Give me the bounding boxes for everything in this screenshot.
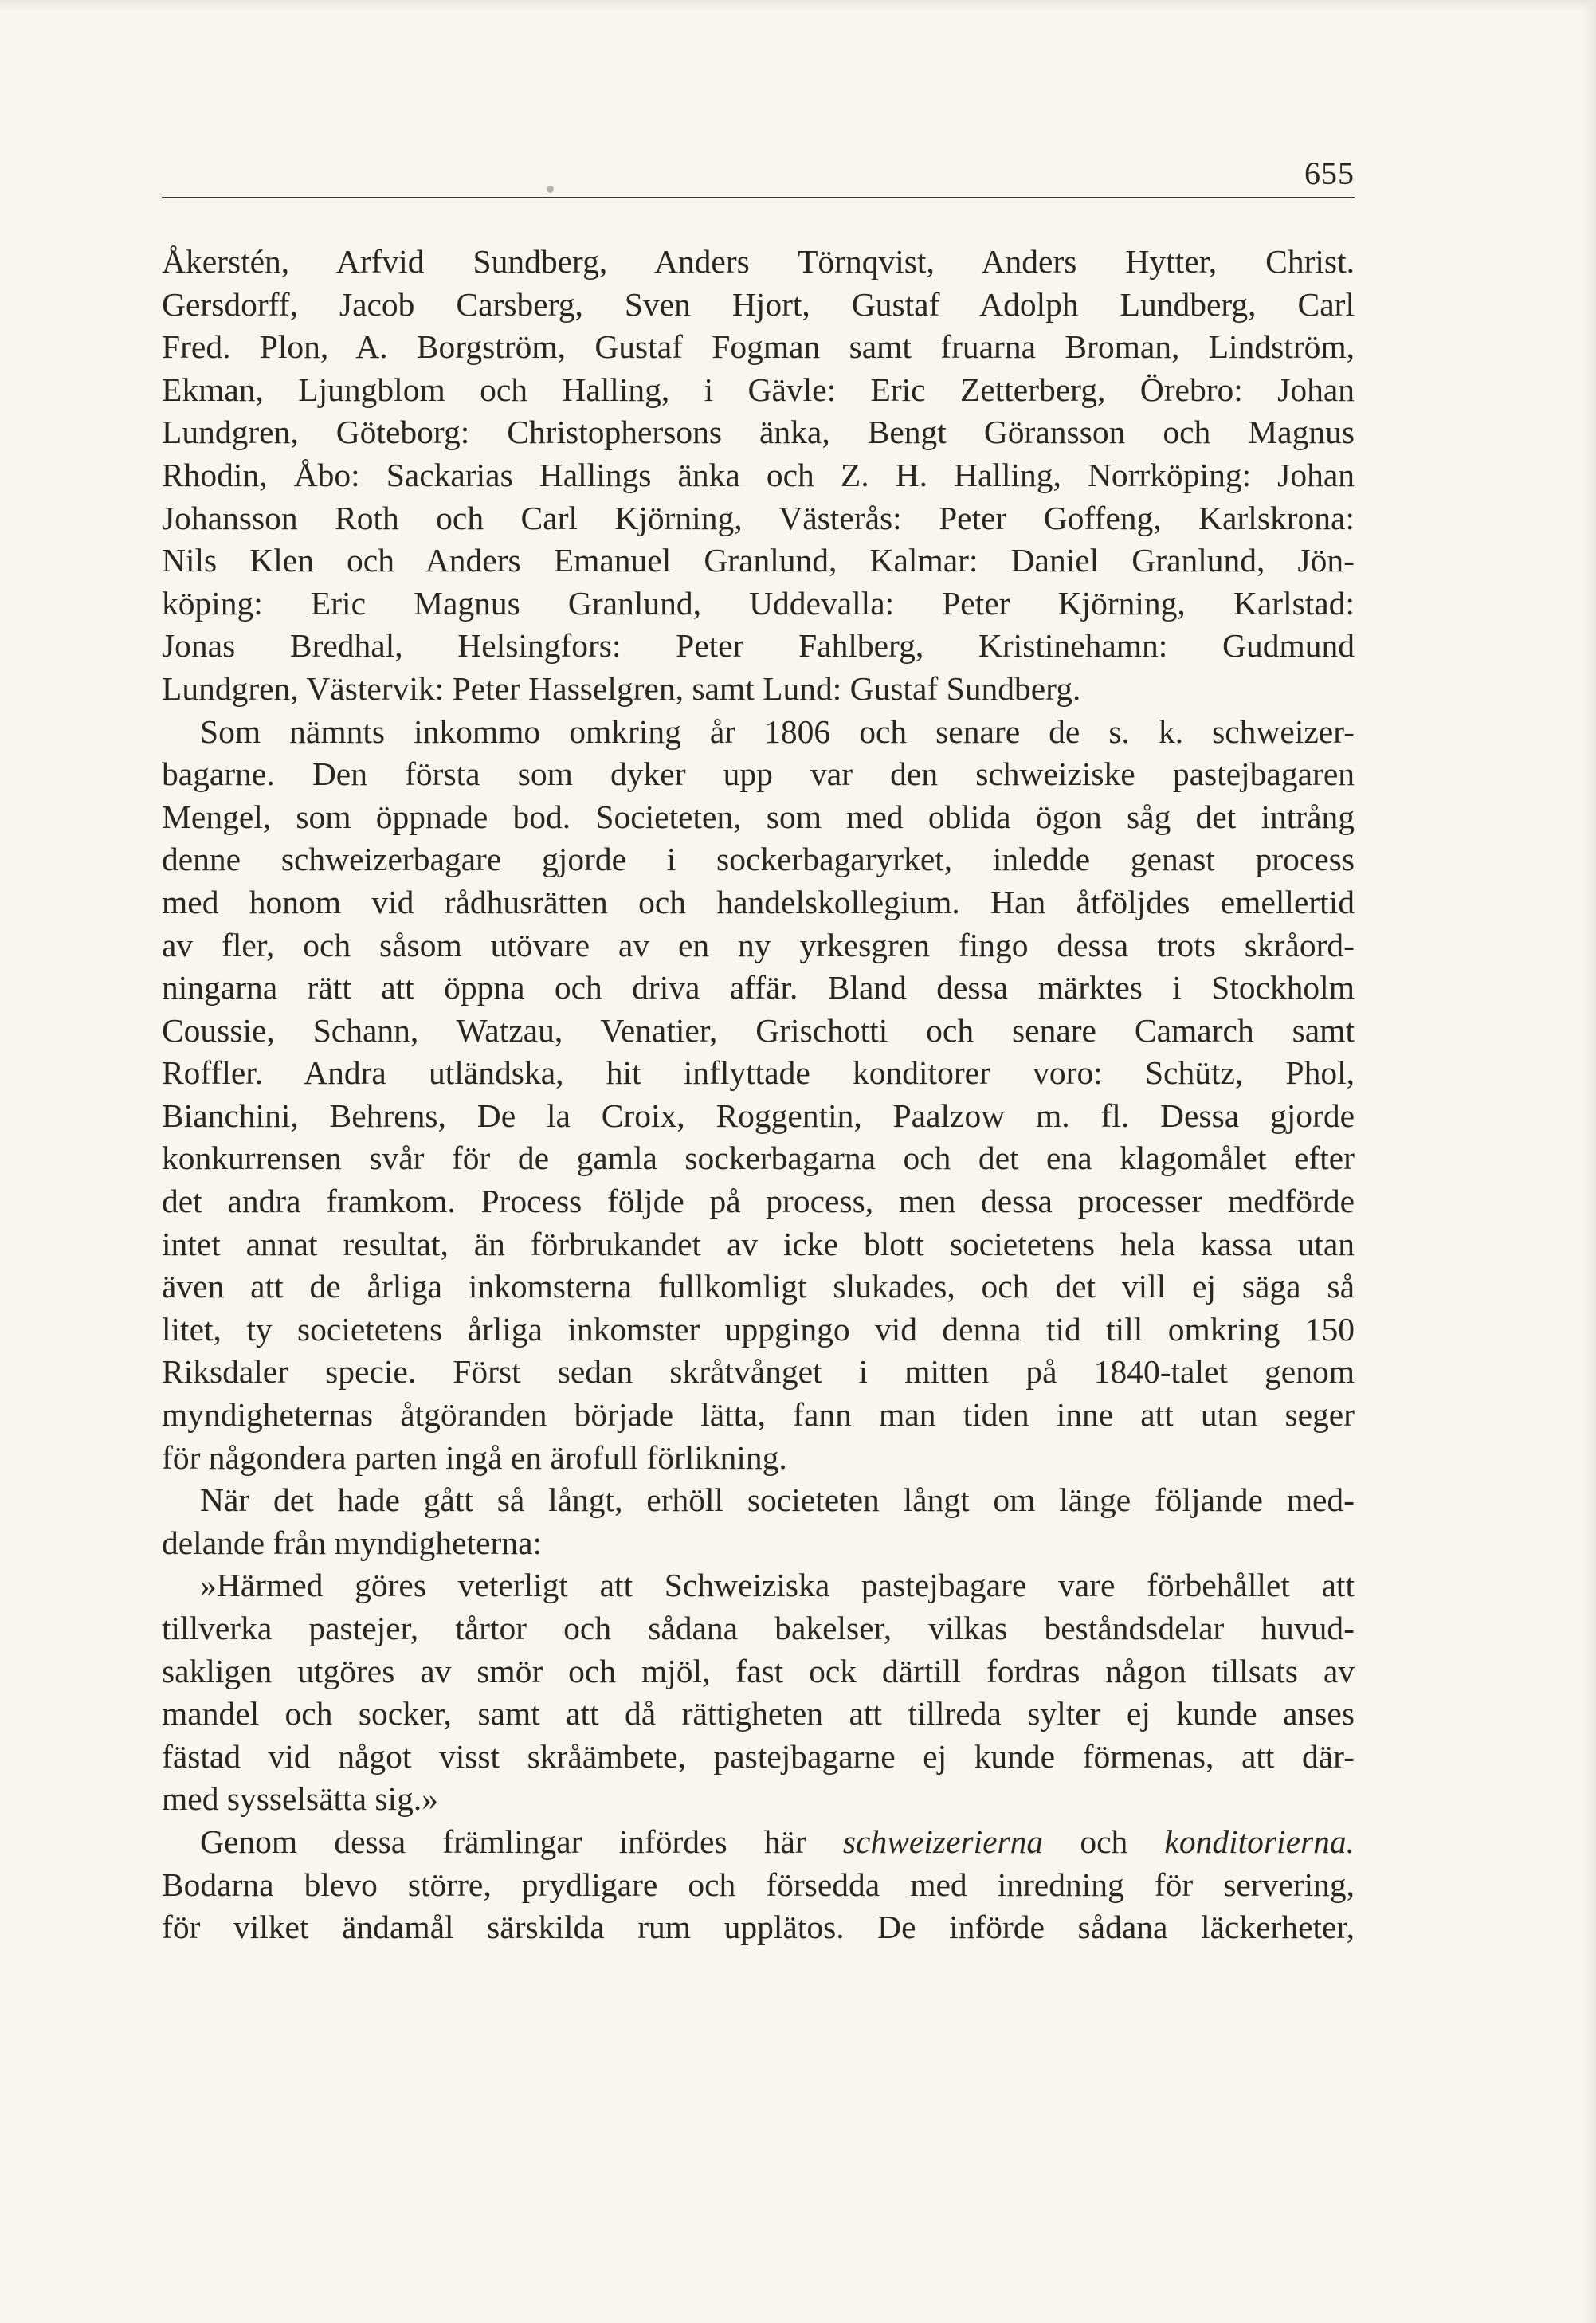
text-line: Riksdaler specie. Först sedan skråtvånget i mitten på 1840-talet genom bbox=[162, 1353, 1355, 1391]
text-line: Lundgren, Västervik: Peter Hasselgren, samt Lund: Gustaf Sundberg. bbox=[162, 669, 1081, 707]
text-line: mandel och socker, samt att då rättigheten att tillreda sylter ej kunde anses bbox=[162, 1695, 1355, 1732]
text-line: även att de årliga inkomsterna fullkomligt slukades, och det vill ej säga så bbox=[162, 1268, 1355, 1305]
text-line: Jonas Bredhal, Helsingfors: Peter Fahlberg, Kristinehamn: Gudmund bbox=[162, 627, 1355, 665]
page-number: 655 bbox=[1304, 155, 1355, 191]
text-segment: och bbox=[1043, 1823, 1165, 1860]
text-line: Johansson Roth och Carl Kjörning, Västerås: Peter Goffeng, Karlskrona: bbox=[162, 499, 1355, 536]
emphasis-schweizerierna: schweizerierna bbox=[842, 1823, 1044, 1860]
text-segment: Genom dessa främlingar infördes här bbox=[200, 1823, 843, 1860]
text-line: Coussie, Schann, Watzau, Venatier, Grischotti och senare Camarch samt bbox=[162, 1011, 1355, 1049]
text-line: Mengel, som öppnade bod. Societeten, som med oblida ögon såg det intrång bbox=[162, 798, 1355, 835]
text-line: Rhodin, Åbo: Sackarias Hallings änka och Z. H. Halling, Norrköping: Johan bbox=[162, 456, 1355, 493]
page-edge-top bbox=[0, 0, 1596, 11]
text-lines bbox=[162, 241, 1355, 1821]
ink-dot bbox=[547, 186, 554, 193]
text-line: Fred. Plon, A. Borgström, Gustaf Fogman samt fruarna Broman, Lindström, bbox=[162, 328, 1355, 366]
text-line: av fler, och såsom utövare av en ny yrkesgren fingo dessa trots skråord- bbox=[162, 926, 1355, 963]
text-line bbox=[162, 1821, 1355, 1864]
text-line: köping: Eric Magnus Granlund, Uddevalla: Peter Kjörning, Karlstad: bbox=[162, 584, 1355, 622]
text-line: Bodarna blevo större, prydligare och försedda med inredning för servering, bbox=[162, 1866, 1355, 1903]
text-line: för vilket ändamål särskilda rum upplätos. De införde sådana läckerheter, bbox=[162, 1909, 1355, 1946]
text-line: Bianchini, Behrens, De la Croix, Roggentin, Paalzow m. fl. Dessa gjorde bbox=[162, 1097, 1355, 1134]
text-line: myndigheternas åtgöranden började lätta, fann man tiden inne att utan seger bbox=[162, 1396, 1355, 1434]
text-line: med honom vid rådhusrätten och handelskollegium. Han åtföljdes emellertid bbox=[162, 883, 1355, 920]
text-line: denne schweizerbagare gjorde i sockerbagaryrket, inledde genast process bbox=[162, 841, 1355, 878]
text-line: litet, ty societetens årliga inkomster uppgingo vid denna tid till omkring 150 bbox=[162, 1310, 1355, 1348]
text-line: fästad vid något visst skråämbete, pastejbagarne ej kunde förmenas, att där- bbox=[162, 1737, 1355, 1775]
text-line: ningarna rätt att öppna och driva affär. Bland dessa märktes i Stockholm bbox=[162, 969, 1355, 1007]
page-header bbox=[162, 155, 1355, 203]
text-line: tillverka pastejer, tårtor och sådana bakelser, vilkas beståndsdelar huvud- bbox=[162, 1610, 1355, 1646]
text-line: sakligen utgöres av smör och mjöl, fast ock därtill fordras någon tillsats av bbox=[162, 1652, 1355, 1689]
text-line: intet annat resultat, än förbrukandet av icke blott societetens hela kassa utan bbox=[162, 1225, 1355, 1262]
text-line: med sysselsätta sig.» bbox=[162, 1780, 438, 1818]
text-line: Ekman, Ljungblom och Halling, i Gävle: Eric Zetterberg, Örebro: Johan bbox=[162, 371, 1355, 408]
header-rule bbox=[162, 197, 1355, 198]
text-line: delande från myndigheterna: bbox=[162, 1524, 543, 1561]
text-line: Som nämnts inkommo omkring år 1806 och senare de s. k. schweizer- bbox=[200, 712, 1355, 750]
text-line: konkurrensen svår för de gamla sockerbagarna och det ena klagomålet efter bbox=[162, 1140, 1355, 1177]
text-line: bagarne. Den första som dyker upp var den schweiziske pastejbagaren bbox=[162, 755, 1355, 793]
text-line: Roffler. Andra utländska, hit inflyttade konditorer voro: Schütz, Phol, bbox=[162, 1054, 1355, 1092]
body-text bbox=[162, 241, 1355, 1949]
text-line: det andra framkom. Process följde på process, men dessa processer medförde bbox=[162, 1183, 1355, 1220]
text-line: Gersdorff, Jacob Carsberg, Sven Hjort, Gustaf Adolph Lundberg, Carl bbox=[162, 285, 1355, 323]
text-line: Nils Klen och Anders Emanuel Granlund, Kalmar: Daniel Granlund, Jön- bbox=[162, 542, 1355, 579]
text-line: »Härmed göres veterligt att Schweiziska pastejbagare vare förbehållet att bbox=[200, 1567, 1355, 1604]
text-line: När det hade gått så långt, erhöll societeten långt om länge följande med- bbox=[200, 1481, 1355, 1519]
emphasis-konditorierna: konditorierna. bbox=[1164, 1823, 1355, 1860]
text-line: Åkerstén, Arfvid Sundberg, Anders Törnqvist, Anders Hytter, Christ. bbox=[162, 243, 1355, 280]
text-line: för någondera parten ingå en ärofull förlikning. bbox=[162, 1438, 787, 1476]
text-line: Lundgren, Göteborg: Christophersons änka, Bengt Göransson och Magnus bbox=[162, 414, 1355, 451]
page-edge-right bbox=[1582, 0, 1596, 2323]
